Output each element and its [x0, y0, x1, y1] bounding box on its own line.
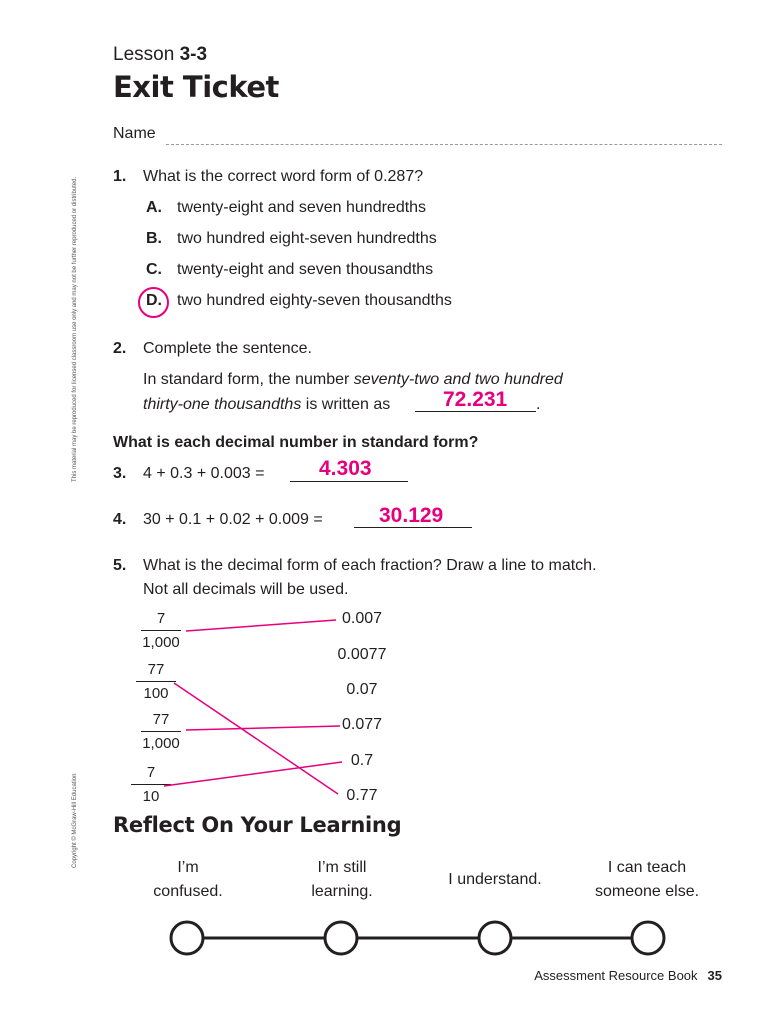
q1-option-b-letter: B.	[146, 230, 162, 247]
lesson-word: Lesson	[113, 44, 175, 65]
level-teach-line1: I can teach	[607, 859, 687, 876]
q1-option-d-text: two hundred eighty-seven thousandths	[177, 292, 452, 309]
decimal-0-077: 0.077	[341, 716, 383, 733]
level-learning-line1: I’m still	[317, 859, 367, 876]
license-notice: This material may be reproduced for licensed classroom use only and may not be further reproduced or distributed.	[72, 176, 78, 482]
fraction-denominator: 10	[142, 788, 160, 805]
page-footer	[534, 968, 722, 983]
q4-expression: 30 + 0.1 + 0.02 + 0.009 =	[143, 511, 323, 528]
level-learning-line2: learning.	[311, 883, 373, 900]
scale-circle-confused[interactable]	[171, 922, 203, 954]
q2-number-words-2: thirty-one thousandths	[143, 396, 302, 413]
q2-sentence-start: In standard form, the number	[143, 371, 354, 388]
level-confused-line2: confused.	[153, 883, 223, 900]
q4-answer: 30.129	[379, 504, 444, 527]
q1-option-a-text: twenty-eight and seven hundredths	[177, 199, 427, 216]
fraction-numerator: 77	[152, 711, 170, 728]
decimal-0-07: 0.07	[346, 681, 378, 698]
level-confused-line1: I’m	[177, 859, 199, 876]
fraction-denominator: 1,000	[142, 634, 180, 651]
q1-prompt: What is the correct word form of 0.287?	[143, 168, 424, 185]
q4-number: 4.	[113, 511, 127, 528]
section-heading: What is each decimal number in standard form?	[113, 434, 479, 451]
q5-prompt-line2: Not all decimals will be used.	[143, 581, 349, 598]
q2-prompt: Complete the sentence.	[143, 340, 312, 357]
q2-number-words-1: seventy-two and two hundred	[353, 371, 563, 388]
q2-period: .	[536, 396, 541, 413]
q2-number: 2.	[113, 340, 127, 357]
q1-number: 1.	[113, 168, 127, 185]
decimal-0-7: 0.7	[350, 752, 374, 769]
scale-circle-learning[interactable]	[325, 922, 357, 954]
fraction-numerator: 7	[156, 610, 166, 627]
reflect-heading: Reflect On Your Learning	[113, 813, 402, 837]
decimal-0-77: 0.77	[346, 787, 378, 804]
q1-option-d-letter: D.	[146, 292, 162, 309]
fraction-numerator: 7	[146, 764, 156, 781]
page-title: Exit Ticket	[113, 70, 279, 104]
fraction-denominator: 1,000	[142, 735, 180, 752]
q2-answer: 72.231	[443, 388, 508, 411]
level-teach-line2: someone else.	[594, 883, 700, 900]
decimal-0-0077: 0.0077	[337, 646, 387, 663]
q3-answer: 4.303	[319, 457, 372, 480]
q5-prompt-line1: What is the decimal form of each fraction? Draw a line to match.	[143, 557, 597, 574]
scale-circle-teach[interactable]	[632, 922, 664, 954]
scale-circle-understand[interactable]	[479, 922, 511, 954]
copyright-notice: Copyright © McGraw-Hill Education	[72, 773, 78, 868]
q5-number: 5.	[113, 557, 127, 574]
level-understand-line1: I understand.	[448, 871, 542, 888]
page-number: 35	[707, 968, 722, 983]
fraction-denominator: 100	[143, 685, 169, 702]
footer-book-title: Assessment Resource Book	[534, 968, 698, 983]
lesson-number: 3-3	[179, 44, 208, 65]
q3-expression: 4 + 0.3 + 0.003 =	[143, 465, 265, 482]
q1-option-a-letter: A.	[146, 199, 162, 216]
name-label: Name	[113, 125, 156, 142]
q1-option-b-text: two hundred eight-seven hundredths	[177, 230, 437, 247]
q2-sentence-end: is written as	[301, 396, 391, 413]
fraction-numerator: 77	[147, 661, 165, 678]
q3-number: 3.	[113, 465, 127, 482]
q1-option-c-letter: C.	[146, 261, 162, 278]
q1-option-c-text: twenty-eight and seven thousandths	[177, 261, 434, 278]
decimal-0-007: 0.007	[341, 610, 383, 627]
